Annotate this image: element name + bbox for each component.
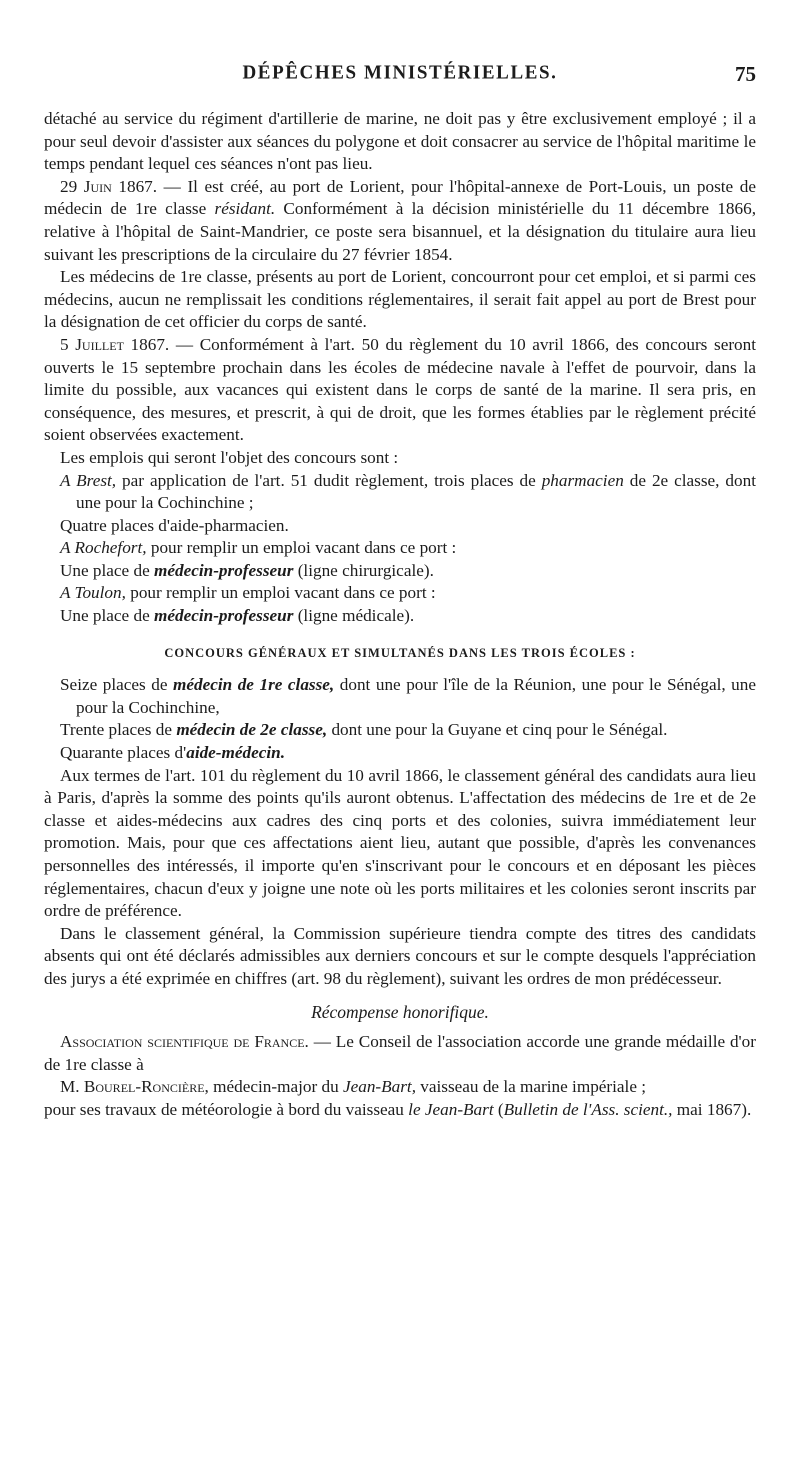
- running-title: DÉPÊCHES MINISTÉRIELLES.: [242, 61, 558, 84]
- page-body: [44, 108, 756, 1122]
- paragraph-text: Seize places de: [60, 675, 173, 695]
- item-rochefort: [44, 537, 756, 560]
- paragraph-text: Quatre places d'aide-pharmacien.: [60, 515, 289, 535]
- section-title: Récompense honorifique.: [311, 1001, 489, 1022]
- paragraph-text: — Il est créé, au port de Lorient, pour l'hôpital-annexe de Port-Louis, un poste de médecin de: [44, 176, 756, 219]
- paragraph-text: (ligne chirurgicale).: [293, 560, 434, 580]
- place-name: A Brest,: [60, 470, 117, 490]
- paragraph-text: classe: [156, 199, 215, 219]
- paragraph-text: — Le Conseil de l'association accorde une grande médaille d'or de 1re classe à: [44, 1032, 756, 1074]
- paragraph-text: par application de l'art. 51 dudit règlement, trois places de: [116, 470, 542, 490]
- paragraph-5-juillet: [44, 334, 756, 447]
- paragraph-association: [44, 1031, 756, 1076]
- person-name: Bourel-Roncière,: [83, 1077, 209, 1097]
- item-brest: [44, 470, 756, 515]
- paragraph-travaux: [44, 1099, 756, 1122]
- paragraph-text: — Conformément à l'art. 50 du règlement du 10 avril 1866, des concours seront ouverts le 15 septembre prochain dans les écoles de médecine navale à l'effet de pourvoir, dans la limite du possible, aux vacances qui existent dans le corps de santé de la marine. Il sera pris, en conséquence, des mesures, et prescrit, à qui de droit, que les formes établies par le règlement précité soient observées exactement.: [44, 334, 757, 445]
- paragraph-lorient-medecins: [44, 266, 756, 334]
- page-header: [44, 62, 756, 92]
- item-seize: [44, 674, 756, 719]
- paragraph-text: de 2e classe, dont une pour la Cochinchine ;: [76, 470, 756, 513]
- paragraph-text: Dans le classement général, la Commission supérieure tiendra compte des titres des candidats absents qui ont été déclarés admissibles aux derniers concours et sur le compte desquels l'appréciation des jurys a été exprimée en chiffres (art. 98 du règlement), suivant les ordres de mon prédécesseur.: [44, 923, 756, 988]
- paragraph-text: Une place de: [60, 606, 155, 626]
- paragraph-text: détaché au service du régiment d'artillerie de marine, ne doit pas y être exclusivement employé ; il a pour seul devoir d'assister aux séances du polygone et doit consacrer au service de l'hôpital maritime le temps pendant lequel ces séances n'ont pas lieu.: [44, 109, 756, 174]
- ordinal: 1re: [134, 199, 157, 219]
- emphasis: médecin-professeur: [154, 606, 294, 626]
- paragraph-text: Les emplois qui seront l'objet des concours sont :: [60, 447, 399, 467]
- paragraph-text: médecin-major du: [208, 1077, 343, 1097]
- paragraph-commission: [44, 923, 756, 991]
- paragraph-text: (: [493, 1099, 504, 1119]
- paragraph-text: dont une pour l'île de la Réunion, une pour le Sénégal, une pour la Cochinchine,: [76, 675, 757, 717]
- paragraph-recipient: [44, 1076, 756, 1099]
- item-rochefort-place: [44, 560, 756, 583]
- emphasis: résidant.: [214, 199, 276, 219]
- emphasis: aide-médecin.: [186, 743, 286, 763]
- paragraph-text: Quarante places d': [60, 743, 187, 763]
- paragraph-text: mai 1867).: [672, 1099, 752, 1119]
- ship-name: Jean-Bart,: [342, 1077, 416, 1097]
- paragraph-text: pour ses travaux de météorologie à bord du vaisseau: [44, 1099, 409, 1119]
- paragraph-continuation: [44, 108, 756, 176]
- subheading-concours: CONCOURS GÉNÉRAUX ET SIMULTANÉS DANS LES TROIS ÉCOLES :: [164, 645, 636, 660]
- paragraph-text: Aux termes de l'art. 101 du règlement du 10 avril 1866, le classement général des candidats aura lieu à Paris, d'après la somme des points qu'ils auront obtenus. L'affectation des médecins de 1re et de 2e classe et aides-médecins aux cadres des cinq ports et des colonies, suivra immédiatement leur promotion. Mais, pour que ces affectations aient lieu, autant que possible, d'après les convenances personnelles des intéressés, il importe qu'en s'inscrivant pour le concours et en déposant les pièces réglementaires, chacun d'eux y joigne une note où les ports militaires et les colonies seront inscrits par ordre de préférence.: [44, 765, 756, 921]
- item-brest-aide: [44, 515, 756, 538]
- paragraph-text: Conformément à la décision ministérielle du 11 décembre 1866, relative à l'hôpital de Saint-Mandrier, ce poste sera bisannuel, et la désignation du titulaire aura lieu suivant les prescriptions de la circulaire du 27 février 1854.: [44, 199, 756, 264]
- place-name: A Toulon,: [60, 583, 126, 603]
- place-name: A Rochefort,: [60, 538, 147, 558]
- date-heading: 29 Juin 1867.: [60, 176, 158, 196]
- item-trente: [44, 719, 756, 742]
- item-toulon-place: [44, 605, 756, 628]
- paragraph-text: Les médecins de 1re classe, présents au port de Lorient, concourront pour cet emploi, et si parmi ces médecins, aucun ne remplissait les conditions réglementaires, il serait fait appel au port de Brest pour la désignation de cet officier du corps de santé.: [44, 267, 756, 332]
- emphasis: médecin de 2e classe,: [176, 720, 328, 740]
- paragraph-emplois: [44, 447, 756, 470]
- lead-heading: Association scientifique de France.: [60, 1032, 309, 1052]
- paragraph-text: Trente places de: [60, 720, 177, 740]
- paragraph-text: M.: [60, 1077, 84, 1097]
- paragraph-text: pour remplir un emploi vacant dans ce port :: [125, 583, 436, 603]
- paragraph-29-juin: [44, 176, 756, 266]
- paragraph-text: dont une pour la Guyane et cinq pour le Sénégal.: [327, 720, 668, 740]
- paragraph-classement: [44, 765, 756, 923]
- page-number: 75: [735, 62, 756, 86]
- paragraph-text: (ligne médicale).: [293, 606, 415, 626]
- item-toulon: [44, 582, 756, 605]
- date-heading: 5 Juillet 1867.: [60, 334, 170, 354]
- emphasis: médecin-professeur: [154, 560, 294, 580]
- paragraph-text: vaisseau de la marine impériale ;: [416, 1077, 647, 1097]
- paragraph-text: Une place de: [60, 560, 155, 580]
- emphasis: pharmacien: [541, 470, 624, 490]
- emphasis: médecin de 1re classe,: [173, 675, 335, 695]
- paragraph-text: pour remplir un emploi vacant dans ce port :: [146, 538, 457, 558]
- bulletin-reference: Bulletin de l'Ass. scient.,: [503, 1099, 673, 1119]
- item-quarante: [44, 742, 756, 765]
- ship-name: le Jean-Bart: [408, 1099, 494, 1119]
